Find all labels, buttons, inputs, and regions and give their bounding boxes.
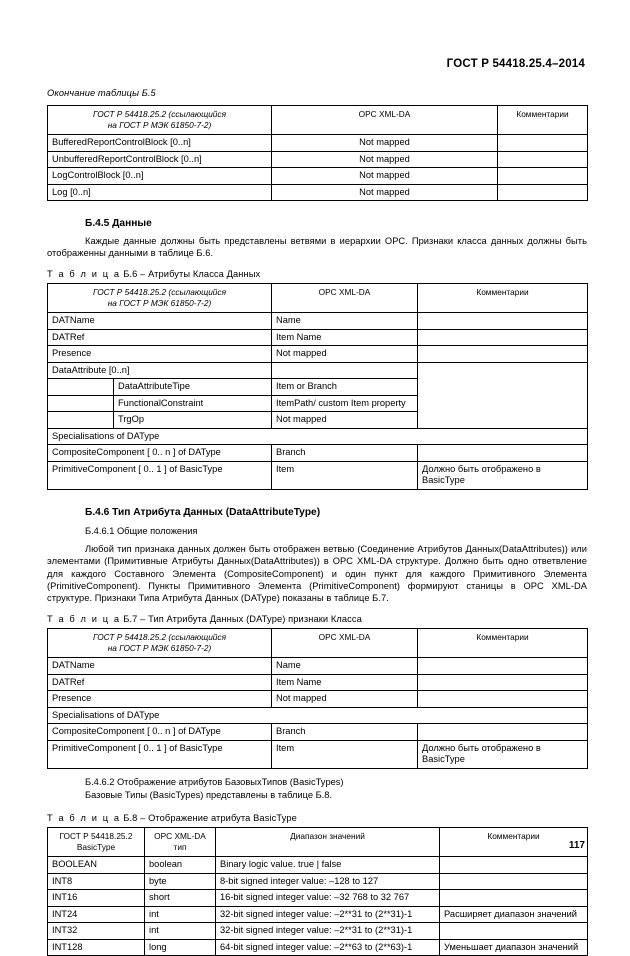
- section-b46-paragraph: Любой тип признака данных должен быть отображен ветвью (Соединение Атрибутов Данных(DataAttributes)) или элементами (Примитивные Атрибуты Данных(DataAttributes)) в OPC XML-DA структуре. Должно быть одно ответвление для каждого Составного Элемента (CompositeComponent) и один пункт для каждого Примитивного Элемента (PrimitiveComponent). Пункты Примитивного Элемента (PrimitiveComponent) формируют станицы в OPC XML-DA структуре. Признаки Типа Атрибута Данных (DAType) показаны в таблице Б.7.: [47, 544, 587, 603]
- table-row: [48, 151, 588, 168]
- table-b6-col-source: [48, 284, 272, 313]
- spacer: [47, 259, 587, 269]
- cell-opc: Not mapped: [272, 168, 498, 185]
- cell-source: LogControlBlock [0..n]: [48, 168, 272, 185]
- cell-opc: Item Name: [272, 329, 418, 346]
- cell-indent: [48, 395, 114, 412]
- cell-indent: [48, 379, 114, 396]
- cell-specialisations: Specialisations of DAType: [48, 707, 588, 724]
- table-row: [48, 923, 588, 940]
- table-row: [48, 313, 588, 330]
- section-b46-heading: Б.4.6 Тип Атрибута Данных (DataAttributeType): [85, 506, 321, 518]
- table-row: [48, 445, 588, 462]
- cell-nested-name: DataAttributeTipe: [114, 379, 272, 396]
- table-b8-col-basictype: [48, 828, 145, 857]
- cell-opc: Not mapped: [272, 412, 418, 429]
- cell-comments: [440, 923, 588, 940]
- cell-comments: [440, 873, 588, 890]
- table-b8-caption: [47, 813, 587, 823]
- table-b8-col-basictype-line2: BasicType: [76, 841, 116, 852]
- table-b8-header-row: [48, 828, 588, 857]
- cell-comments: [418, 313, 588, 330]
- cell-opc: Not mapped: [272, 135, 498, 152]
- cell-source: Presence: [48, 691, 272, 708]
- cell-range: 32-bit signed integer value: –2**31 to (2**31)-1: [216, 906, 440, 923]
- cell-comments: Расширяет диапазон значений: [440, 906, 588, 923]
- table-b8-col-range: Диапазон значений: [216, 828, 440, 857]
- table-b6: [47, 283, 588, 490]
- cell-opc-type: short: [145, 890, 216, 907]
- cell-comments: [418, 691, 588, 708]
- table-b6-col-source-line1: ГОСТ Р 54418.25.2 (ссылающийся: [92, 287, 227, 298]
- table-row-span: [48, 707, 588, 724]
- table-row: [48, 461, 588, 489]
- table-b5-col-source-line2: на ГОСТ Р МЭК 61850-7-2): [107, 119, 212, 130]
- cell-opc: Item Name: [272, 674, 418, 691]
- document-header-standard-id: ГОСТ Р 54418.25.4–2014: [446, 58, 585, 70]
- table-b6-header-row: [48, 284, 588, 313]
- cell-source: DATName: [48, 313, 272, 330]
- section-b462-heading: Б.4.6.2 Отображение атрибутов БазовыхТипов (BasicTypes): [85, 776, 344, 787]
- table-row: [48, 724, 588, 741]
- cell-basictype: INT8: [48, 873, 145, 890]
- cell-opc-type: long: [145, 939, 216, 956]
- section-b45-heading: Б.4.5 Данные: [85, 218, 152, 229]
- page-content: [47, 88, 587, 956]
- section-b462-paragraph: Базовые Типы (BasicTypes) представлены в таблице Б.8.: [85, 789, 333, 800]
- cell-opc: [272, 362, 418, 379]
- table-b7-col-opc: OPC XML-DA: [272, 629, 418, 658]
- table-row: [48, 873, 588, 890]
- cell-comments: [418, 674, 588, 691]
- section-b461-subheading: Б.4.6.1 Общие положения: [85, 525, 198, 536]
- table-b7-caption: [47, 614, 587, 624]
- cell-source: CompositeComponent [ 0.. n ] of DAType: [48, 724, 272, 741]
- cell-source: BufferedReportControlBlock [0..n]: [48, 135, 272, 152]
- cell-comments: [498, 151, 588, 168]
- cell-opc: Not mapped: [272, 184, 498, 201]
- table-b5-col-source-line1: ГОСТ Р 54418.25.2 (ссылающийся: [92, 109, 227, 119]
- cell-basictype: INT16: [48, 890, 145, 907]
- table-b5-caption: Окончание таблицы Б.5: [47, 88, 156, 98]
- page-number: 117: [568, 840, 585, 851]
- cell-source: DATRef: [48, 329, 272, 346]
- table-b7-col-comments: Комментарии: [418, 629, 588, 658]
- cell-opc: Not mapped: [272, 151, 498, 168]
- cell-comments: [418, 724, 588, 741]
- table-b7: [47, 628, 588, 769]
- cell-range: 8-bit signed integer value: –128 to 127: [216, 873, 440, 890]
- table-b7-caption-text: Б.7 – Тип Атрибута Данных (DAType) признаки Класса: [120, 614, 362, 625]
- cell-source: DataAttribute [0..n]: [48, 362, 272, 379]
- table-b7-col-source-line2: на ГОСТ Р МЭК 61850-7-2): [107, 642, 212, 653]
- cell-comments: [440, 890, 588, 907]
- table-b8-col-opc-type-line2: тип: [173, 841, 187, 852]
- table-row: [48, 346, 588, 363]
- table-row: [48, 857, 588, 874]
- table-b6-caption: [47, 269, 587, 279]
- table-row: [48, 658, 588, 675]
- table-b6-col-source-line2: на ГОСТ Р МЭК 61850-7-2): [107, 297, 212, 308]
- cell-basictype: INT128: [48, 939, 145, 956]
- cell-comments: [418, 362, 588, 428]
- table-row: [48, 135, 588, 152]
- cell-source: PrimitiveComponent [ 0.. 1 ] of BasicType: [48, 740, 272, 768]
- spacer: [47, 801, 587, 813]
- table-row: [48, 691, 588, 708]
- section-b45-heading-wrap: [47, 218, 587, 229]
- table-b7-header-row: [48, 629, 588, 658]
- table-b8-caption-prefix: Т а б л и ц а: [47, 813, 121, 824]
- cell-source: Log [0..n]: [48, 184, 272, 201]
- cell-opc: Item: [272, 461, 418, 489]
- cell-source: CompositeComponent [ 0.. n ] of DAType: [48, 445, 272, 462]
- table-row: [48, 674, 588, 691]
- table-b5-header-row: [48, 106, 588, 135]
- table-row-span: [48, 428, 588, 445]
- cell-indent: [48, 412, 114, 429]
- cell-source: DATName: [48, 658, 272, 675]
- cell-source: PrimitiveComponent [ 0.. 1 ] of BasicType: [48, 461, 272, 489]
- table-b6-caption-text: Б.6 – Атрибуты Класса Данных: [120, 269, 261, 280]
- table-row: [48, 184, 588, 201]
- cell-opc: Name: [272, 313, 418, 330]
- table-b8-caption-text: Б.8 – Отображение атрибута BasicType: [120, 813, 297, 824]
- table-b6-col-opc: OPC XML-DA: [272, 284, 418, 313]
- cell-range: Binary logic value. true | false: [216, 857, 440, 874]
- cell-comments: [418, 658, 588, 675]
- table-row: [48, 906, 588, 923]
- table-b7-col-source-line1: ГОСТ Р 54418.25.2 (ссылающийся: [92, 632, 227, 643]
- table-b7-caption-prefix: Т а б л и ц а: [47, 614, 121, 625]
- cell-basictype: INT24: [48, 906, 145, 923]
- table-b5-col-source: [48, 106, 272, 135]
- cell-opc: Item: [272, 740, 418, 768]
- cell-source: DATRef: [48, 674, 272, 691]
- table-row: [48, 168, 588, 185]
- table-row: [48, 939, 588, 956]
- section-b45-paragraph: Каждые данные должны быть представлены ветвями в иерархии ОРС. Признаки класса данных должны быть отображенны данными в таблице Б.6.: [47, 236, 587, 259]
- table-b7-col-source: [48, 629, 272, 658]
- table-b8: [47, 827, 588, 956]
- cell-opc-type: boolean: [145, 857, 216, 874]
- table-row: [48, 740, 588, 768]
- cell-range: 32-bit signed integer value: –2**31 to (2**31)-1: [216, 923, 440, 940]
- cell-opc-type: int: [145, 923, 216, 940]
- cell-opc: Branch: [272, 445, 418, 462]
- cell-basictype: BOOLEAN: [48, 857, 145, 874]
- table-b5-col-opc: OPC XML-DA: [272, 106, 498, 135]
- table-row: [48, 329, 588, 346]
- cell-opc-type: int: [145, 906, 216, 923]
- cell-comments: [418, 445, 588, 462]
- table-b6-col-comments: Комментарии: [418, 284, 588, 313]
- spacer: [47, 604, 587, 614]
- cell-comments: [498, 168, 588, 185]
- cell-range: 64-bit signed integer value: –2**63 to (2**63)-1: [216, 939, 440, 956]
- cell-comments: Должно быть отображено в BasicType: [418, 740, 588, 768]
- cell-source: UnbufferedReportControlBlock [0..n]: [48, 151, 272, 168]
- cell-opc: Not mapped: [272, 346, 418, 363]
- cell-nested-name: TrgOp: [114, 412, 272, 429]
- cell-comments: [418, 329, 588, 346]
- cell-nested-name: FunctionalConstraint: [114, 395, 272, 412]
- table-b5-col-comments: Комментарии: [498, 106, 588, 135]
- cell-comments: [418, 346, 588, 363]
- cell-opc: Item or Branch: [272, 379, 418, 396]
- cell-opc: Branch: [272, 724, 418, 741]
- cell-opc-type: byte: [145, 873, 216, 890]
- cell-comments: [498, 184, 588, 201]
- cell-comments: [498, 135, 588, 152]
- table-b8-col-basictype-line1: ГОСТ Р 54418.25.2: [59, 831, 133, 842]
- table-row-dataattribute: [48, 362, 588, 379]
- cell-range: 16-bit signed integer value: –32 768 to 32 767: [216, 890, 440, 907]
- cell-opc: Name: [272, 658, 418, 675]
- cell-opc: Not mapped: [272, 691, 418, 708]
- cell-specialisations: Specialisations of DAType: [48, 428, 588, 445]
- cell-basictype: INT32: [48, 923, 145, 940]
- cell-comments: Уменьшает диапазон значений: [440, 939, 588, 956]
- cell-comments: Должно быть отображено в BasicType: [418, 461, 588, 489]
- table-b8-col-opc-type-line1: OPC XML-DA: [154, 831, 206, 842]
- table-row: [48, 890, 588, 907]
- table-b6-caption-prefix: Т а б л и ц а: [47, 269, 121, 280]
- cell-comments: [440, 857, 588, 874]
- cell-opc: ItemPath/ custom Item property: [272, 395, 418, 412]
- section-b46-heading-wrap: [47, 507, 587, 518]
- table-b8-col-opc-type: [145, 828, 216, 857]
- table-b8-col-comments: Комментарии: [440, 828, 588, 857]
- cell-source: Presence: [48, 346, 272, 363]
- table-b5: [47, 105, 588, 201]
